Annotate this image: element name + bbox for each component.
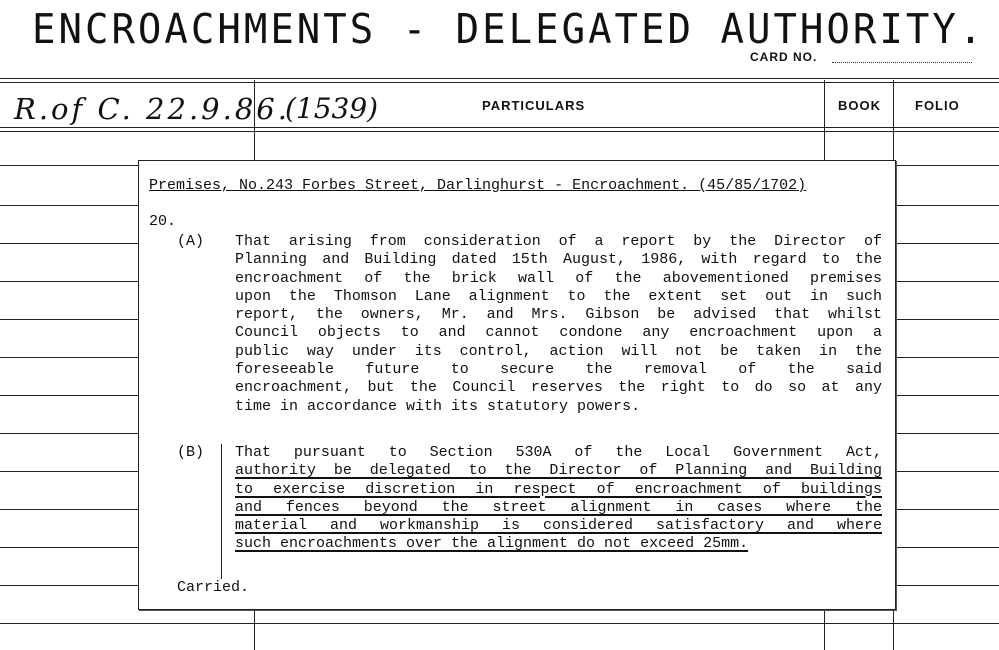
- ruled-line: [0, 127, 999, 128]
- text-line: encroachment, but the Council reserves the right to do so at any: [235, 379, 882, 397]
- council-reference: R.of C. 22.9.86.: [14, 92, 290, 126]
- folio-header: FOLIO: [915, 98, 960, 113]
- ruled-line: [0, 131, 999, 132]
- motion-result: Carried.: [177, 579, 250, 596]
- text-line: to exercise discretion in respect of encroachment of buildings: [235, 480, 882, 498]
- text-line: foreseeable future to secure the removal of the said: [235, 361, 882, 379]
- text-line: Council objects to and cannot condone any encroachment upon a: [235, 324, 882, 342]
- text-line: material and workmanship is considered satisfactory and where: [235, 517, 882, 535]
- text-line: upon the Thomson Lane alignment to the extent set out in such: [235, 287, 882, 305]
- book-header: BOOK: [838, 98, 881, 113]
- paragraph-a-label: (A): [177, 233, 205, 250]
- margin-mark: [221, 444, 222, 579]
- text-line: Planning and Building dated 15th August, 1986, with regard to the: [235, 251, 882, 269]
- text-line: time in accordance with its statutory powers.: [235, 397, 641, 415]
- minute-number: (1539): [285, 92, 379, 125]
- item-number: 20.: [149, 213, 177, 230]
- ruled-line: [0, 623, 999, 624]
- minute-clipping: [138, 160, 896, 610]
- text-line: That arising from consideration of a report by the Director of: [235, 233, 882, 250]
- paragraph-b-label: (B): [177, 444, 205, 461]
- paragraph-a-text: [235, 233, 882, 416]
- ruled-line: [0, 78, 999, 79]
- text-line: public way under its control, action will not be taken in the: [235, 342, 882, 360]
- text-line: report, the owners, Mr. and Mrs. Gibson be advised that whilst: [235, 306, 882, 324]
- particulars-header: PARTICULARS: [482, 98, 586, 113]
- card-number-label: CARD NO.: [750, 50, 818, 64]
- paragraph-b-text: [235, 444, 882, 554]
- text-line: and fences beyond the street alignment in cases where the: [235, 498, 882, 516]
- text-line: That pursuant to Section 530A of the Local Government Act,: [235, 444, 882, 461]
- text-line: encroachment of the brick wall of the abovementioned premises: [235, 269, 882, 287]
- card-title: ENCROACHMENTS - DELEGATED AUTHORITY.: [32, 6, 986, 54]
- text-line: authority be delegated to the Director of Planning and Building: [235, 462, 882, 480]
- text-line: such encroachments over the alignment do not exceed 25mm.: [235, 535, 749, 553]
- clipping-heading: Premises, No.243 Forbes Street, Darlinghurst - Encroachment. (45/85/1702): [149, 177, 807, 194]
- ruled-line: [0, 82, 999, 83]
- card-number-field: [832, 62, 972, 63]
